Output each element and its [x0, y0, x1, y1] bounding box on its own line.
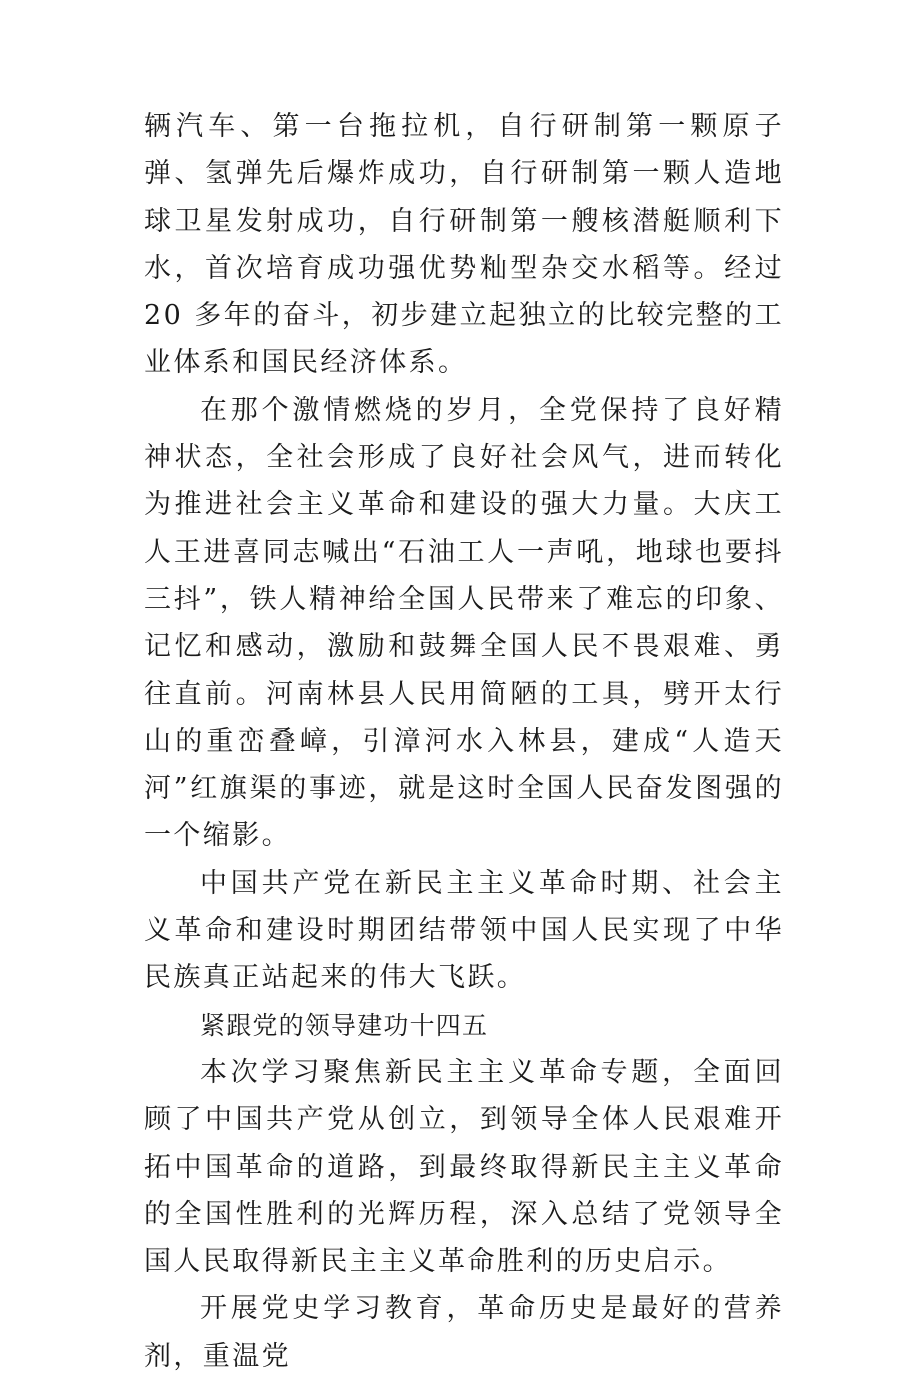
paragraph-education: 开展党史学习教育，革命历史是最好的营养剂，重温党	[144, 1293, 784, 1372]
paragraph-spirit: 在那个激情燃烧的岁月，全党保持了良好精神状态，全社会形成了良好社会风气，进而转化为推进社会主义革命和建设的强大力量。大庆工人王进喜同志喊出“石油工人一声吼，地球也要抖三抖”，铁人精神给全国人民带来了难忘的印象、记忆和感动，激励和鼓舞全国人民不畏艰难、勇往直前。河南林县人民用简陋的工具，劈开太行山的重峦叠嶂，引漳河水入林县，建成“人造天河”红旗渠的事迹，就是这时全国人民奋发图强的一个缩影。	[144, 394, 784, 852]
document-body	[144, 103, 784, 1380]
paragraph-study-focus: 本次学习聚焦新民主主义革命专题，全面回顾了中国共产党从创立，到领导全体人民艰难开拓中国革命的道路，到最终取得新民主主义革命的全国性胜利的光辉历程，深入总结了党领导全国人民取得新民主主义革命胜利的历史启示。	[144, 1056, 784, 1278]
section-heading: 紧跟党的领导建功十四五	[200, 1010, 489, 1040]
paragraph-achievements: 辆汽车、第一台拖拉机，自行研制第一颗原子弹、氢弹先后爆炸成功，自行研制第一颗人造地球卫星发射成功，自行研制第一艘核潜艇顺利下水，首次培育成功强优势籼型杂交水稻等。经过 20 多年的奋斗，初步建立起独立的比较完整的工业体系和国民经济体系。	[144, 111, 784, 379]
paragraph-leap: 中国共产党在新民主主义革命时期、社会主义革命和建设时期团结带领中国人民实现了中华民族真正站起来的伟大飞跃。	[144, 867, 784, 994]
